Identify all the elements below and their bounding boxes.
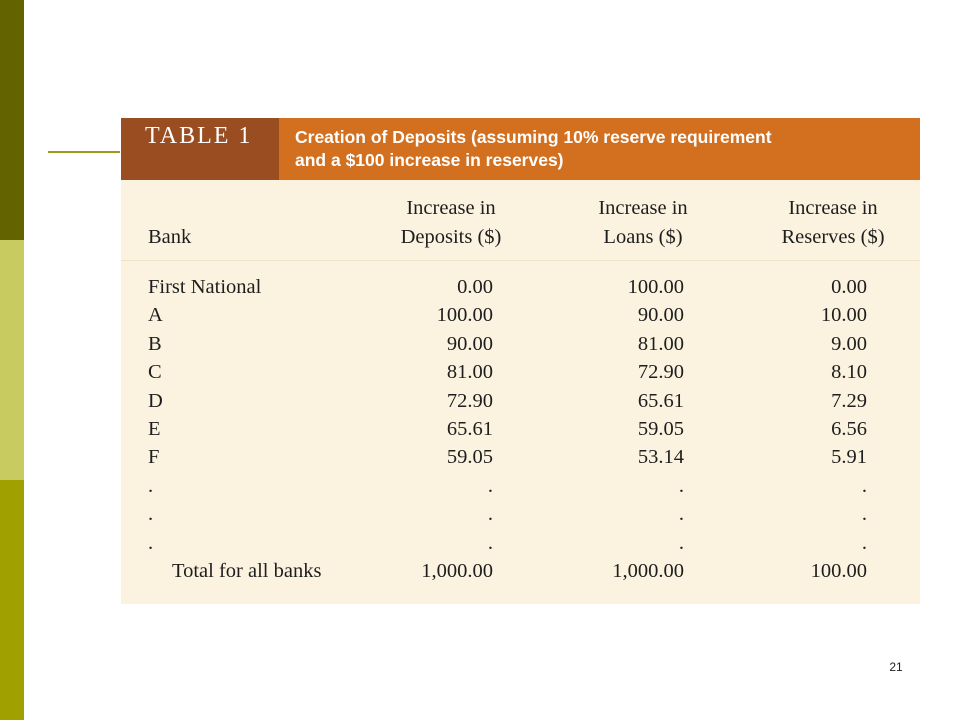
table-title xyxy=(295,126,895,172)
table-body xyxy=(121,273,920,585)
column-header-reserves xyxy=(743,194,923,252)
cell-bank: D xyxy=(148,389,163,412)
column-header-deposits xyxy=(361,194,541,252)
column-header-loans-line-1: Increase in xyxy=(598,197,688,219)
table-row-ellipsis xyxy=(121,500,920,528)
cell-deposits: 81.00 xyxy=(446,361,493,384)
cell-loans: 72.90 xyxy=(637,361,684,384)
cell-deposits: . xyxy=(487,531,493,554)
table-title-line-1: Creation of Deposits (assuming 10% reserve requirement xyxy=(295,127,772,147)
table-row xyxy=(121,330,920,358)
cell-reserves: 7.29 xyxy=(831,389,867,412)
cell-bank: . xyxy=(148,531,154,554)
column-header-bank: Bank xyxy=(148,226,192,248)
table-row xyxy=(121,273,920,301)
cell-reserves: . xyxy=(861,474,867,497)
cell-loans: . xyxy=(678,474,684,497)
cell-loans-total: 1,000.00 xyxy=(612,559,684,582)
cell-bank: F xyxy=(148,446,160,469)
table-row-total xyxy=(121,557,920,585)
cell-deposits: . xyxy=(487,474,493,497)
cell-bank: A xyxy=(148,304,163,327)
cell-loans: 100.00 xyxy=(627,276,684,298)
cell-reserves: 6.56 xyxy=(831,417,867,440)
header-divider xyxy=(121,260,920,261)
column-header-deposits-line-2: Deposits ($) xyxy=(400,226,502,248)
table-row xyxy=(121,415,920,443)
column-header-reserves-line-1: Increase in xyxy=(788,197,878,219)
cell-reserves: 0.00 xyxy=(831,276,867,298)
cell-loans: 81.00 xyxy=(637,332,684,355)
table-title-line-2: and a $100 increase in reserves) xyxy=(295,150,564,170)
column-header-loans xyxy=(553,194,733,252)
column-header-reserves-line-2: Reserves ($) xyxy=(781,226,885,248)
cell-reserves: 10.00 xyxy=(820,304,867,327)
deposit-creation-table xyxy=(121,118,920,604)
table-row xyxy=(121,301,920,329)
cell-reserves: 8.10 xyxy=(831,361,867,384)
column-header-loans-line-2: Loans ($) xyxy=(603,226,683,248)
cell-deposits: 65.61 xyxy=(446,417,493,440)
cell-bank-total: Total for all banks xyxy=(172,559,322,582)
left-strip-bottom xyxy=(0,480,24,720)
left-strip-top xyxy=(0,0,24,240)
cell-loans: 65.61 xyxy=(637,389,684,412)
cell-reserves: 9.00 xyxy=(831,332,867,355)
page-number: 21 xyxy=(889,660,903,674)
table-row-ellipsis xyxy=(121,472,920,500)
cell-deposits: 90.00 xyxy=(446,332,493,355)
cell-deposits: 100.00 xyxy=(436,304,493,327)
table-row xyxy=(121,358,920,386)
cell-bank: First National xyxy=(148,276,262,298)
cell-loans: 59.05 xyxy=(637,417,684,440)
cell-reserves-total: 100.00 xyxy=(810,559,867,582)
cell-deposits: 59.05 xyxy=(446,446,493,469)
cell-reserves: . xyxy=(861,531,867,554)
accent-line xyxy=(48,151,120,153)
cell-bank: B xyxy=(148,332,162,355)
cell-loans: . xyxy=(678,503,684,526)
left-strip-middle xyxy=(0,240,24,480)
cell-loans: . xyxy=(678,531,684,554)
cell-reserves: . xyxy=(861,503,867,526)
cell-bank: C xyxy=(148,361,162,384)
cell-reserves: 5.91 xyxy=(831,446,867,469)
table-header-bar xyxy=(121,118,920,180)
cell-deposits-total: 1,000.00 xyxy=(421,559,493,582)
cell-deposits: 72.90 xyxy=(446,389,493,412)
table-row xyxy=(121,443,920,471)
cell-deposits: 0.00 xyxy=(457,276,493,298)
cell-bank: . xyxy=(148,503,154,526)
column-header-deposits-line-1: Increase in xyxy=(406,197,496,219)
cell-loans: 53.14 xyxy=(637,446,684,469)
table-label: TABLE 1 xyxy=(121,118,279,180)
cell-deposits: . xyxy=(487,503,493,526)
table-row-ellipsis xyxy=(121,529,920,557)
cell-loans: 90.00 xyxy=(637,304,684,327)
cell-bank: . xyxy=(148,474,154,497)
table-row xyxy=(121,387,920,415)
cell-bank: E xyxy=(148,417,161,440)
